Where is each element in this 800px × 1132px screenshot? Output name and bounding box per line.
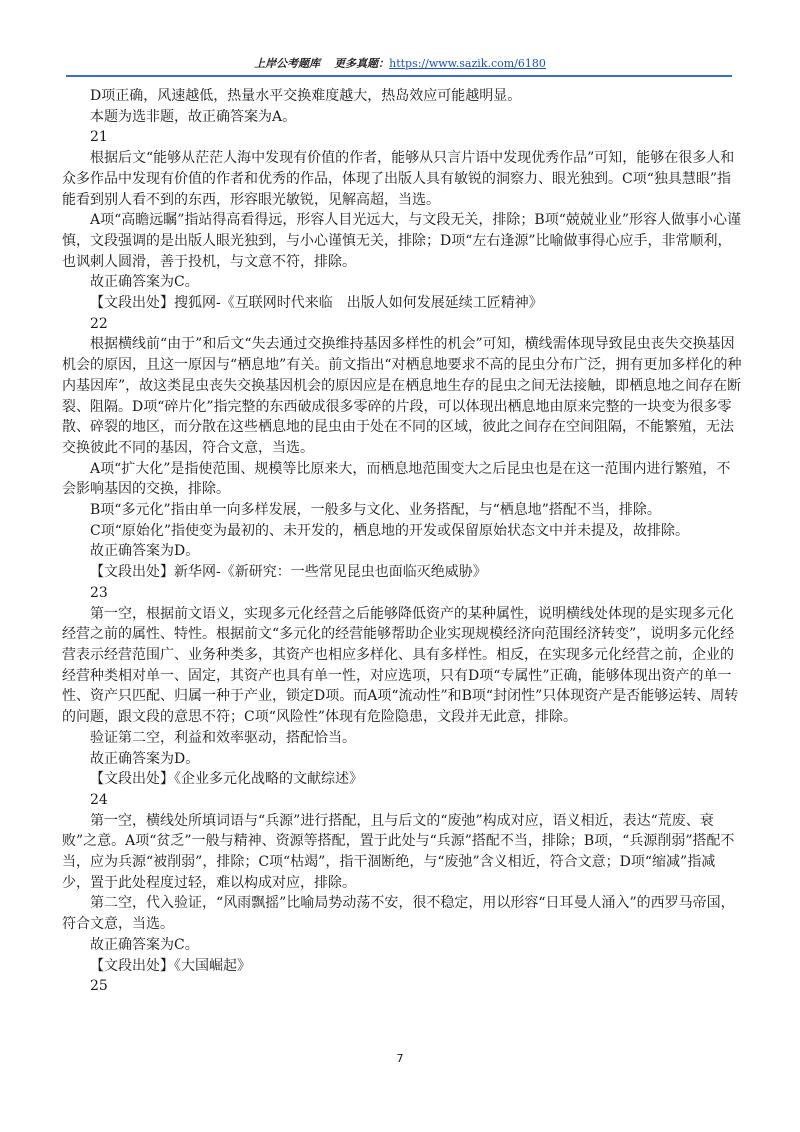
text-paragraph: 验证第二空，利益和效率驱动，搭配恰当。 [90, 729, 356, 746]
text-paragraph: 第一空，根据前文语义，实现多元化经营之后能够降低资产的某种属性，说明横线处体现的是实现多元化经营之前的属性、特性。根据前文“多元化的经营能够帮助企业实现规模经济向范围经济转变”，说明多元化经营表示经营范围广、业务种类多，其资产也相应多样化、具有多样性。相反，在实现多元化经营之前，企业的经营种类相对单一、固定，其资产也具有单一性，对应选项，只有D项“专属性”正确，能够体现出资产的单一性、资产只匹配、归属一种于产业，锁定D项。而A项“流动性”和B项“封闭性”只体现资产是否能够运转、周转的问题，跟文段的意思不符；C项“风险性”体现有危险隐患，文段并无此意，排除。 [62, 605, 739, 726]
question-number: 21 [90, 129, 108, 146]
header-divider [66, 75, 732, 77]
text-paragraph: A项“高瞻远瞩”指站得高看得远，形容人目光远大，与文段无关，排除；B项“兢兢业业”形容人做事小心谨慎，文段强调的是出版人眼光独到，与小心谨慎无关，排除；D项“左右逢源”比喻做事得心应手，非常顺利，也讽刺人圆滑，善于投机，与文意不符，排除。 [62, 212, 742, 270]
text-paragraph: 【文段出处】搜狐网-《互联网时代来临 出版人如何发展延续工匠精神》 [90, 295, 543, 312]
text-paragraph: 根据横线前“由于”和后文“失去通过交换维持基因多样性的机会”可知，横线需体现导致昆虫丧失交换基因机会的原因，且这一原因与“栖息地”有关。前文指出“对栖息地要求不高的昆虫分布广泛，拥有更加多样化的种内基因库”，故这类昆虫丧失交换基因机会的原因应是在栖息地生存的昆虫之间无法接触，即栖息地之间存在断裂、阻隔。D项“碎片化”指完整的东西破成很多零碎的片段，可以体现出栖息地由原来完整的一块变为很多零散、碎裂的地区，而分散在这些栖息地的昆虫由于处在不同的区域，彼此之间存在空间阻隔，不能繁殖，无法交换彼此不同的基因，符合文意，当选。 [62, 336, 742, 456]
text-paragraph: C项“原始化”指使变为最初的、未开发的，栖息地的开发或保留原始状态文中并未提及，故排除。 [90, 522, 690, 539]
text-paragraph: 【文段出处】《大国崛起》 [90, 957, 251, 974]
text-paragraph: B项“多元化”指由单一向多样发展，一般多与文化、业务搭配，与“栖息地”搭配不当，排除。 [90, 502, 661, 519]
question-number: 23 [90, 584, 108, 601]
header-url-link[interactable]: https://www.sazik.com/6180 [389, 57, 546, 70]
text-paragraph: 故正确答案为C。 [90, 936, 199, 953]
text-paragraph: 故正确答案为C。 [90, 274, 199, 291]
text-paragraph: A项“扩大化”是指使范围、规模等比原来大，而栖息地范围变大之后昆虫也是在这一范围内进行繁殖，不会影响基因的交换，排除。 [62, 460, 731, 498]
text-paragraph: D项正确，风速越低，热量水平交换难度越大，热岛效应可能越明显。 [90, 88, 522, 104]
text-paragraph: 本题为选非题，故正确答案为A。 [90, 108, 297, 125]
text-paragraph: 根据后文“能够从茫茫人海中发现有价值的作者，能够从只言片语中发现优秀作品”可知，能够在很多人和众多作品中发现有价值的作者和优秀的作品，体现了出版人具有敏锐的洞察力、眼光独到。C项“独具慧眼”指能看到别人看不到的东西，形容眼光敏锐，见解高超，当选。 [62, 150, 735, 208]
text-paragraph: 故正确答案为D。 [90, 543, 200, 560]
document-body [62, 86, 742, 997]
question-number: 22 [90, 315, 108, 332]
text-paragraph: 故正确答案为D。 [90, 750, 200, 767]
page-header [60, 56, 740, 72]
header-label: 更多真题： [334, 57, 390, 70]
header-brand: 上岸公考题库 [254, 57, 321, 70]
page-number: 7 [396, 1052, 404, 1065]
text-paragraph: 第二空，代入验证，“风雨飘摇”比喻局势动荡不安，很不稳定，用以形容“日耳曼人涌入”的西罗马帝国，符合文意，当选。 [62, 895, 735, 933]
text-paragraph: 第一空，横线处所填词语与“兵源”进行搭配，且与后文的“废弛”构成对应，语义相近，表达“荒废、衰败”之意。A项“贫乏”一般与精神、资源等搭配，置于此处与“兵源”搭配不当，排除；B项，“兵源削弱”搭配不当，应为兵源“被削弱”，排除；C项“枯竭”，指干涸断绝，与“废弛”含义相近，符合文意；D项“缩减”指减少，置于此处程度过轻，难以构成对应，排除。 [62, 812, 735, 891]
question-number: 25 [90, 978, 108, 995]
text-paragraph: 【文段出处】新华网-《新研究：一些常见昆虫也面临灭绝威胁》 [90, 564, 487, 581]
text-paragraph: 【文段出处】《企业多元化战略的文献综述》 [90, 771, 363, 788]
question-number: 24 [90, 791, 108, 808]
